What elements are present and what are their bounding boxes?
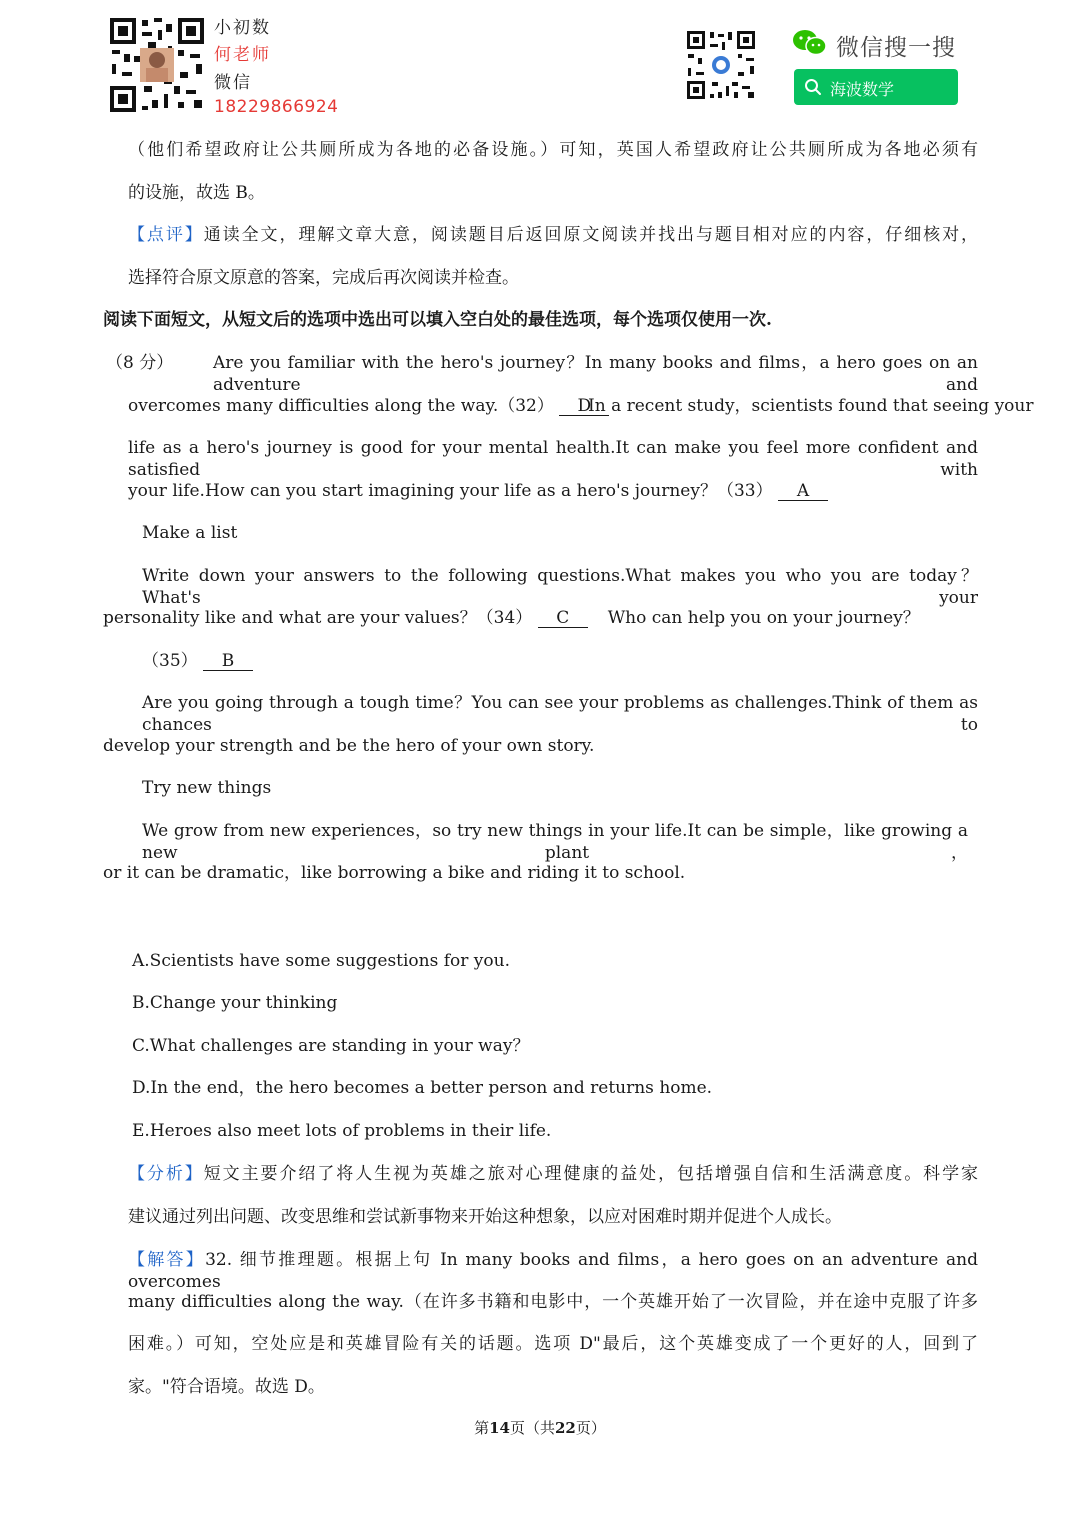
review-line-1 <box>128 224 978 246</box>
footer-prefix: 第 <box>474 1419 490 1437</box>
analysis-text-1: 短文主要介绍了将人生视为英雄之旅对心理健康的益处，包括增强自信和生活满意度。科学家 <box>203 1164 979 1184</box>
review-tag: 【点评】 <box>128 225 204 245</box>
handwriting-line-3: 微信 <box>214 73 252 93</box>
footer-total-pages: 22 <box>555 1419 576 1437</box>
passage-p2-line-2a: personality like and what are your values？（34） <box>103 608 533 628</box>
passage-p4-line-1: We grow from new experiences，so try new things in your life.It can be simple，like growing a new plant， <box>142 821 968 863</box>
prev-answer-line-2: 的设施，故选 B。 <box>128 183 265 203</box>
score-label: （8 分） <box>106 353 174 373</box>
instruction-heading: 阅读下面短文，从短文后的选项中选出可以填入空白处的最佳选项，每个选项仅使用一次. <box>103 310 772 330</box>
answer-blank-32: D <box>559 397 609 416</box>
passage-p1-line-2b: In a recent study，scientists found that seeing your <box>588 396 1034 416</box>
solution-line-4: 家。"符合语境。故选 D。 <box>128 1377 325 1397</box>
prev-answer-line-1: （他们希望政府让公共厕所成为各地的必备设施。）可知，英国人希望政府让公共厕所成为各地必须有 <box>128 140 978 160</box>
option-a: A.Scientists have some suggestions for you. <box>132 951 510 971</box>
subheading-make-a-list: Make a list <box>142 523 238 543</box>
option-c: C.What challenges are standing in your way？ <box>132 1036 530 1056</box>
passage-p2-line-1: Write down your answers to the following questions.What makes you who you are today？What's your <box>142 566 978 608</box>
wechat-search-text: 海波数学 <box>830 80 895 99</box>
passage-p1-line-2a <box>128 395 609 417</box>
question-35-number: （35） <box>142 651 198 671</box>
analysis-tag: 【分析】 <box>128 1164 204 1184</box>
option-e: E.Heroes also meet lots of problems in their life. <box>132 1121 552 1141</box>
answer-blank-33: A <box>778 482 828 501</box>
passage-p2-line-2 <box>103 607 920 629</box>
handwriting-line-2: 何老师 <box>214 45 271 65</box>
review-text-1: 通读全文，理解文章大意，阅读题目后返回原文阅读并找出与题目相对应的内容，仔细核对， <box>203 225 979 245</box>
page-footer <box>0 1417 1080 1438</box>
wechat-search-box[interactable] <box>794 69 958 105</box>
solution-tag: 【解答】 <box>128 1250 206 1270</box>
passage-p4-line-2: or it can be dramatic，like borrowing a bike and riding it to school. <box>103 863 686 883</box>
passage-p1-line-1: Are you familiar with the hero's journey？In many books and films，a hero goes on an adventure and <box>213 353 978 395</box>
passage-p3-line-2: develop your strength and be the hero of your own story. <box>103 736 595 756</box>
option-d: D.In the end，the hero becomes a better person and returns home. <box>132 1078 713 1098</box>
handwriting-phone: 18229866924 <box>214 97 339 117</box>
search-icon <box>804 78 822 96</box>
passage-p2-line-2b: Who can help you on your journey？ <box>607 608 920 628</box>
solution-line-3: 困难。）可知，空处应是和英雄冒险有关的话题。选项 D"最后，这个英雄变成了一个更好的人，回到了 <box>128 1334 978 1354</box>
passage-p1-line-3: life as a hero's journey is good for your mental health.It can make you feel more confident and satisfied with <box>128 438 978 480</box>
footer-suffix: 页） <box>575 1419 606 1437</box>
solution-text-1: 32. 细节推理题。根据上句 In many books and films，a hero goes on an adventure and overcomes <box>128 1250 978 1292</box>
analysis-line-1 <box>128 1163 978 1185</box>
passage-p1-line-4-text: your life.How can you start imagining your life as a hero's journey？（33） <box>128 481 773 501</box>
passage-p1-line-2a-text: overcomes many difficulties along the way.（32） <box>128 396 554 416</box>
qr-code-left <box>108 16 206 114</box>
wechat-search-title: 微信搜一搜 <box>836 35 956 61</box>
option-b: B.Change your thinking <box>132 993 338 1013</box>
answer-blank-35: B <box>203 652 253 671</box>
qr-code-right <box>686 30 756 100</box>
footer-mid: 页（共 <box>509 1419 555 1437</box>
answer-blank-34: C <box>538 609 588 628</box>
solution-line-2: many difficulties along the way.（在许多书籍和电影中，一个英雄开始了一次冒险，并在途中克服了许多 <box>128 1292 978 1312</box>
passage-p3-line-1: Are you going through a tough time？You can see your problems as challenges.Think of them as chances to <box>142 693 978 735</box>
review-line-2: 选择符合原文原意的答案，完成后再次阅读并检查。 <box>128 268 519 288</box>
footer-page-number: 14 <box>489 1419 510 1437</box>
solution-line-1 <box>128 1249 978 1293</box>
passage-p1-line-4 <box>128 480 828 502</box>
subheading-try-new-things: Try new things <box>142 778 272 798</box>
handwriting-line-1: 小初数 <box>214 18 271 38</box>
analysis-line-2: 建议通过列出问题、改变思维和尝试新事物来开始这种想象，以应对困难时期并促进个人成长。 <box>128 1207 842 1227</box>
wechat-logo-icon <box>792 28 828 58</box>
question-35-line <box>142 650 253 672</box>
